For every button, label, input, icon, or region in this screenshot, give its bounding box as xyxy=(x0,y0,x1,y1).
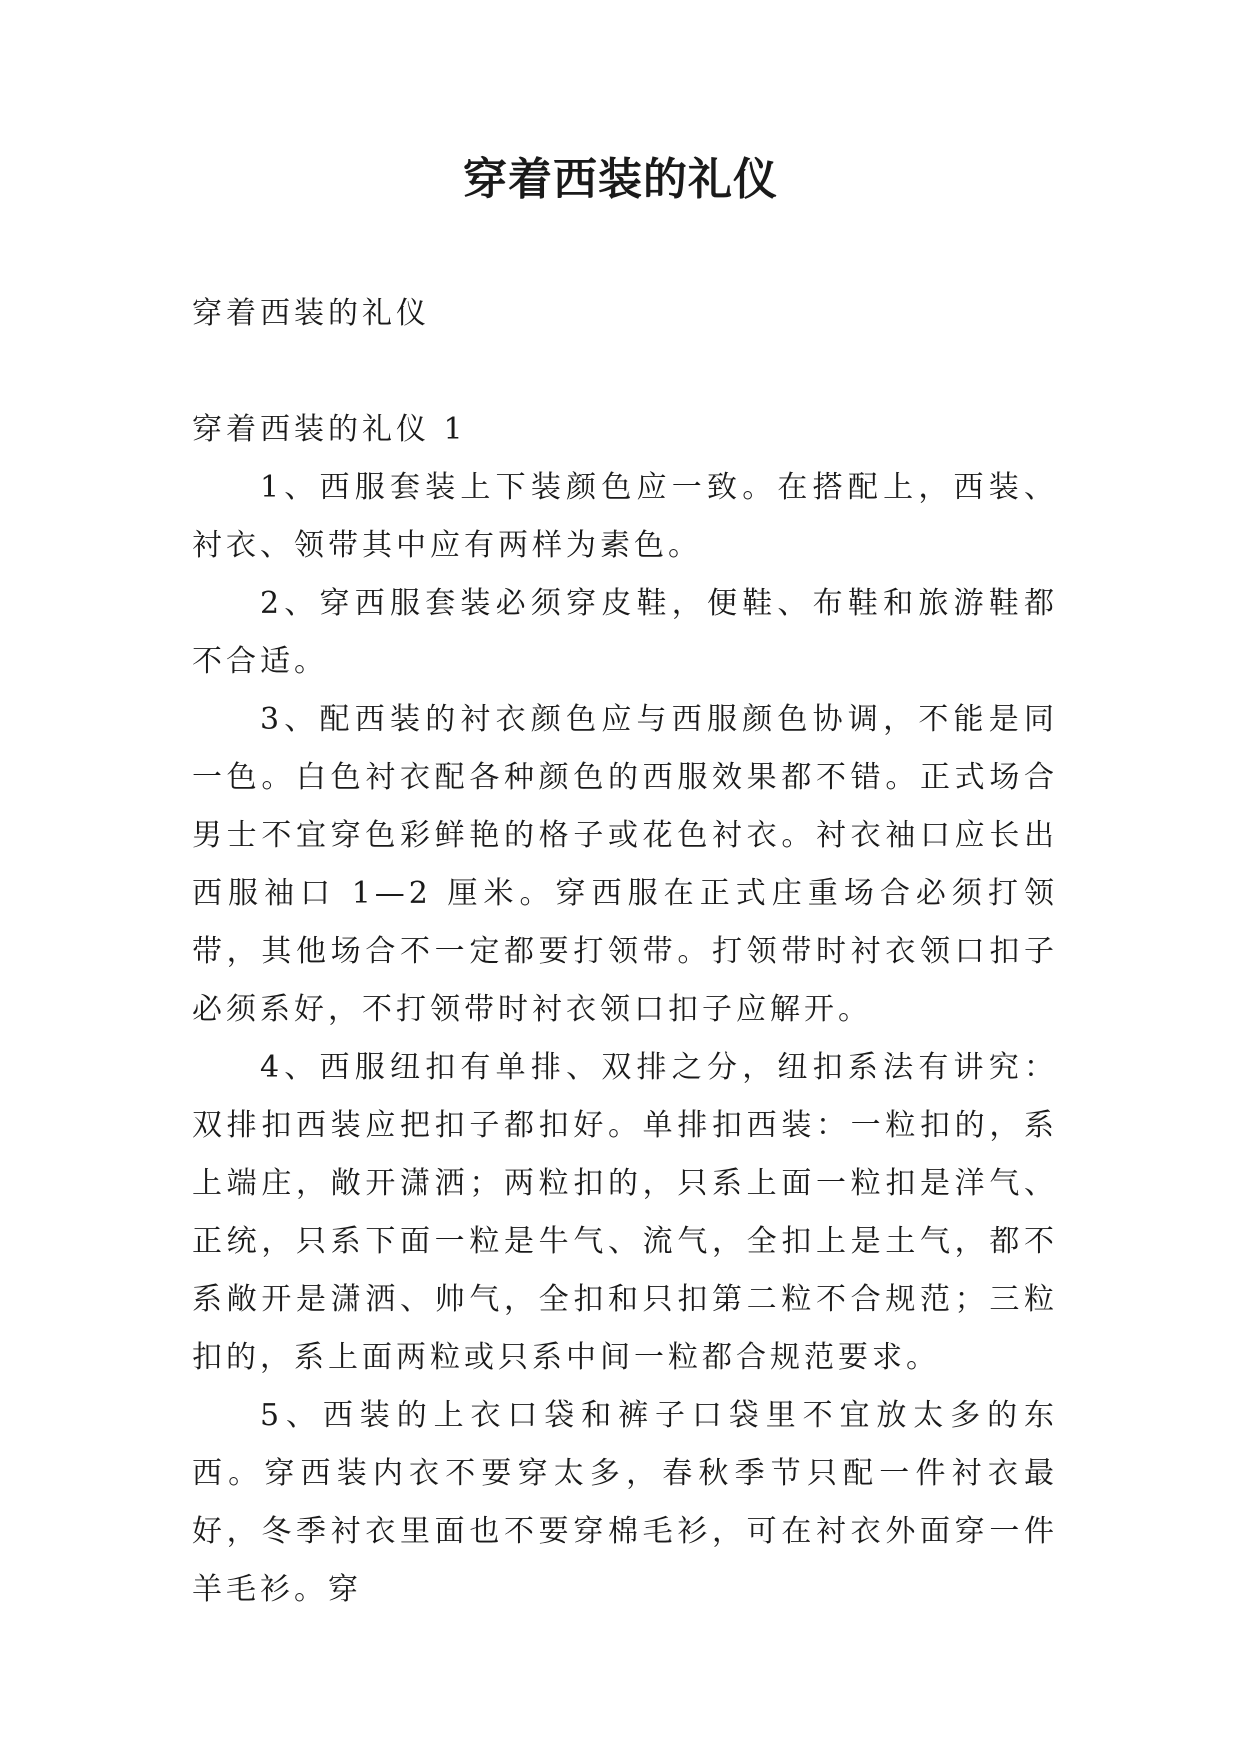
paragraph-2: 2、穿西服套装必须穿皮鞋，便鞋、布鞋和旅游鞋都不合适。 xyxy=(192,586,1058,679)
paragraph-3: 3、配西装的衬衣颜色应与西服颜色协调，不能是同一色。白色衬衣配各种颜色的西服效果都不错。正式场合男士不宜穿色彩鲜艳的格子或花色衬衣。衬衣袖口应长出西服袖口 1—2 厘米。穿西服在正式庄重场合必须打领带，其他场合不一定都要打领带。打领带时衬衣领口扣子必须系好，不打领带时衬衣领口扣子应解开。 xyxy=(192,702,1058,1027)
paragraph-4: 4、西服纽扣有单排、双排之分，纽扣系法有讲究：双排扣西装应把扣子都扣好。单排扣西装：一粒扣的，系上端庄，敞开潇洒；两粒扣的，只系上面一粒扣是洋气、正统，只系下面一粒是牛气、流气，全扣上是土气，都不系敞开是潇洒、帅气，全扣和只扣第二粒不合规范；三粒扣的，系上面两粒或只系中间一粒都合规范要求。 xyxy=(192,1050,1058,1375)
paragraph-5: 5、西装的上衣口袋和裤子口袋里不宜放太多的东西。穿西装内衣不要穿太多，春秋季节只配一件衬衣最好，冬季衬衣里面也不要穿棉毛衫，可在衬衣外面穿一件羊毛衫。穿 xyxy=(192,1398,1058,1607)
paragraph-1: 1、西服套装上下装颜色应一致。在搭配上，西装、衬衣、领带其中应有两样为素色。 xyxy=(192,470,1058,563)
section-heading: 穿着西装的礼仪 1 xyxy=(192,412,467,447)
document-title: 穿着西装的礼仪 xyxy=(463,154,778,205)
document-body xyxy=(192,285,1058,1619)
document-subtitle: 穿着西装的礼仪 xyxy=(192,296,430,331)
